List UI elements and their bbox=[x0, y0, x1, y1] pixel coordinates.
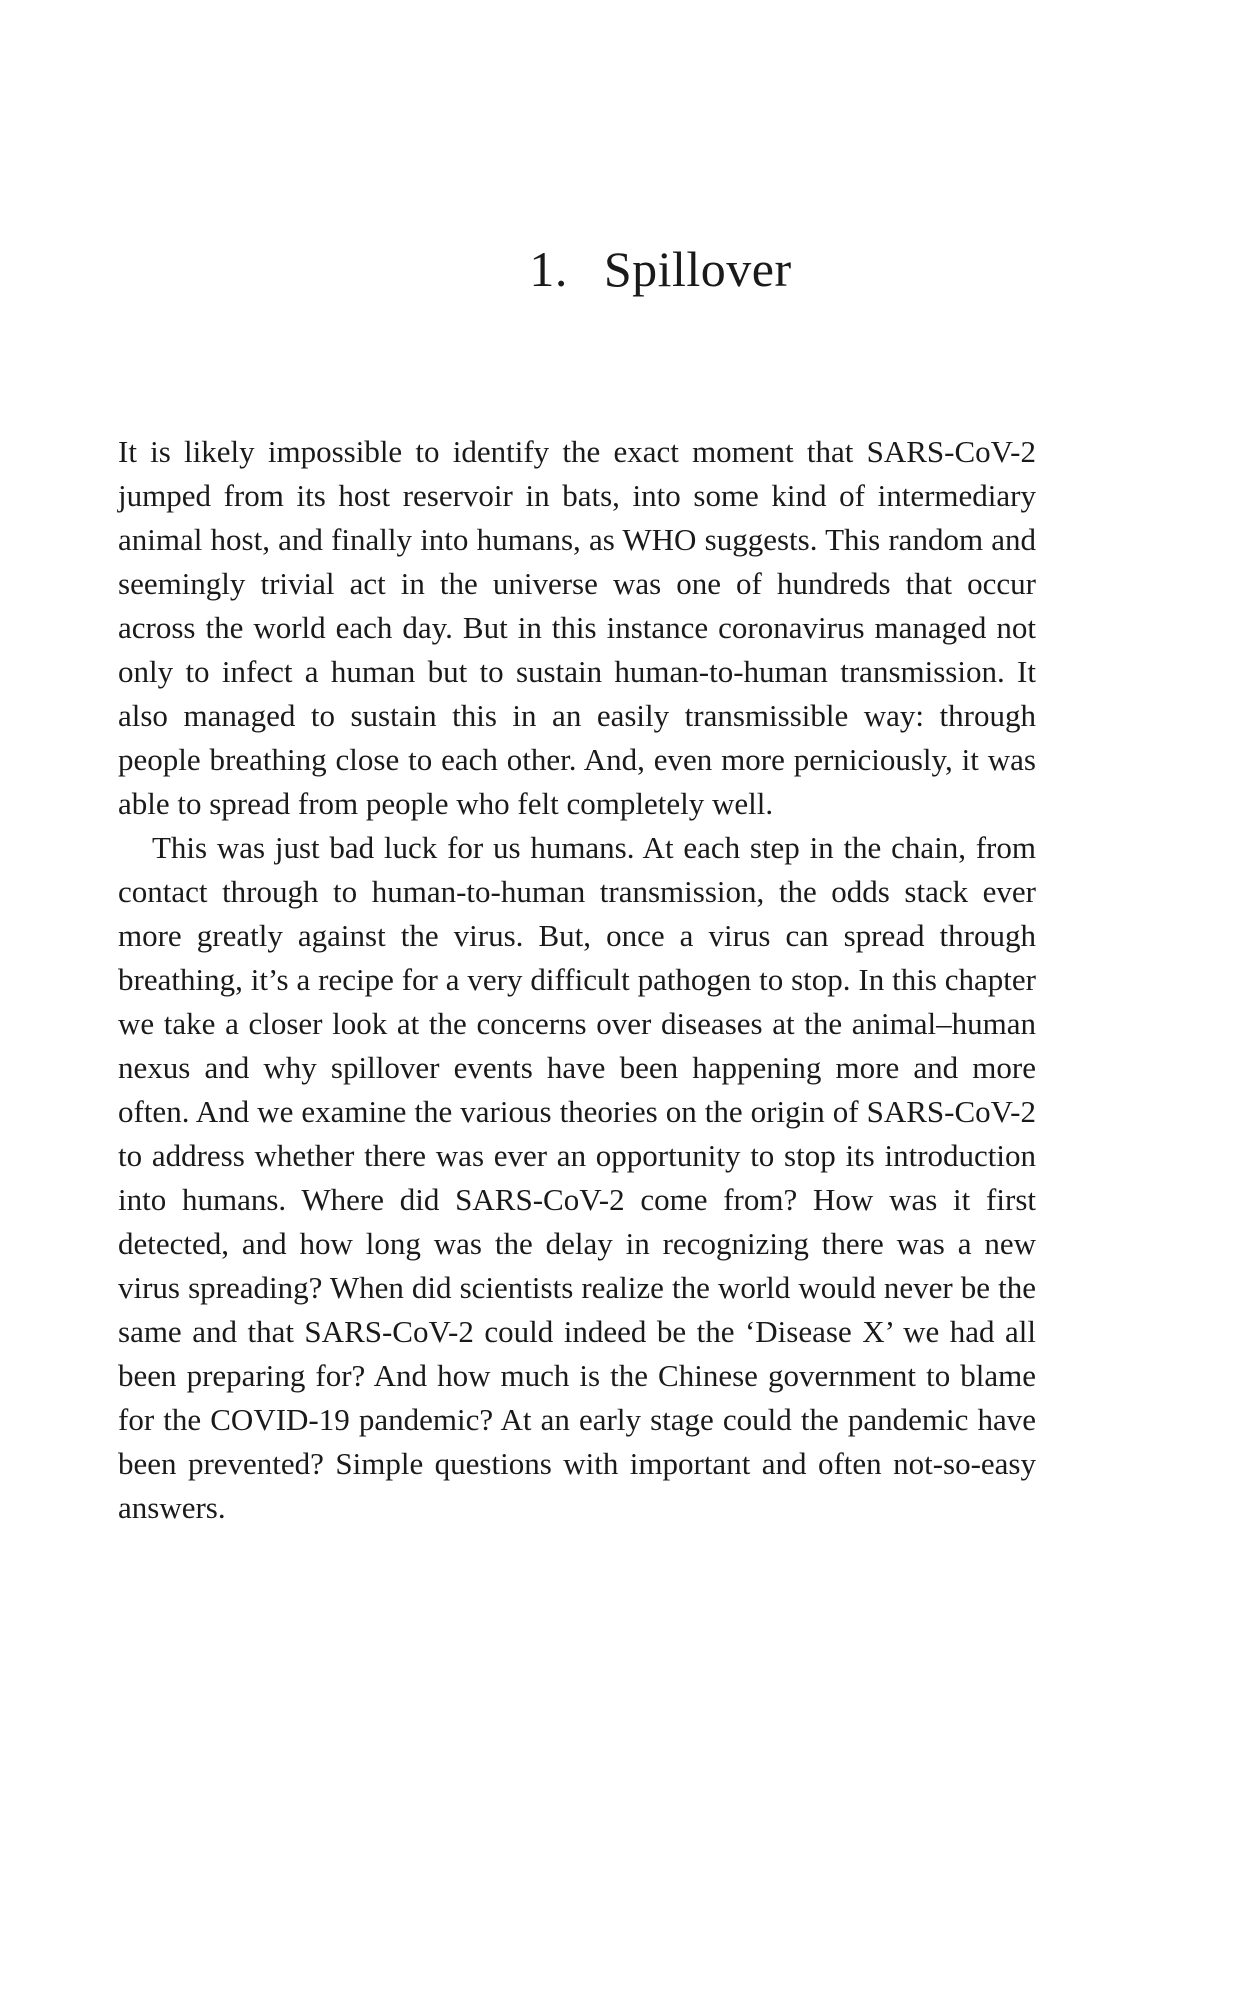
chapter-heading bbox=[0, 240, 1251, 298]
chapter-number: 1. bbox=[529, 241, 568, 297]
chapter-body bbox=[118, 430, 1036, 1530]
paragraph-2: This was just bad luck for us humans. At each step in the chain, from contact through to human-to-human transmission, the odds stack ever more greatly against the virus. But, once a virus can spread through breathing, it’s a recipe for a very difficult pathogen to stop. In this chapter we take a closer look at the concerns over diseases at the animal–human nexus and why spillover events have been happening more and more often. And we examine the various theories on the origin of SARS-CoV-2 to address whether there was ever an opportunity to stop its introduction into humans. Where did SARS-CoV-2 come from? How was it first detected, and how long was the delay in recognizing there was a new virus spreading? When did scientists realize the world would never be the same and that SARS-CoV-2 could indeed be the ‘Disease X’ we had all been preparing for? And how much is the Chinese government to blame for the COVID-19 pandemic? At an early stage could the pandemic have been prevented? Simple questions with important and often not-so-easy answers. bbox=[118, 830, 1036, 1525]
chapter-title: Spillover bbox=[603, 241, 792, 297]
paragraph-1: It is likely impossible to identify the exact moment that SARS-CoV-2 jumped from its host reservoir in bats, into some kind of intermediary animal host, and finally into humans, as WHO suggests. This random and seemingly trivial act in the universe was one of hundreds that occur across the world each day. But in this instance coronavirus managed not only to infect a human but to sustain human-to-human transmission. It also managed to sustain this in an easily transmissible way: through people breathing close to each other. And, even more perniciously, it was able to spread from people who felt completely well. bbox=[118, 434, 1036, 821]
